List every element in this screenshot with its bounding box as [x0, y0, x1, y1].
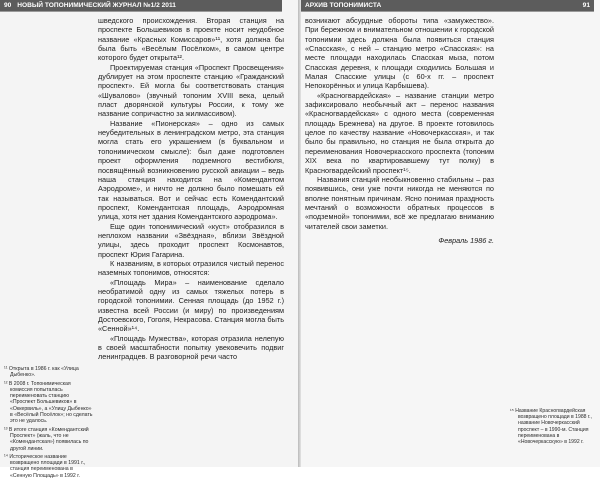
right-page-number: 91: [582, 2, 590, 9]
right-header-rule: [301, 11, 594, 12]
footnote: ¹⁵ Название Красногвардейская возвращено площади в 1988 г., название Новочеркасский проспект – в 1990-м. Станция переименована в «Новочеркасскую» в 1992 г.: [510, 408, 592, 446]
left-page-header-title: НОВЫЙ ТОПОНИМИЧЕСКИЙ ЖУРНАЛ №1/2 2011: [17, 2, 176, 9]
left-paragraph: шведского происхождения. Вторая станция на проспекте Большевиков в проекте носит неудобное название «Красных Комиссаров»¹¹, хотя должна бы была быть «Весёлым Посёлком», в самом центре которого будет открыта¹².: [98, 16, 284, 63]
left-paragraph: «Площадь Мира» – наименование сделало необратимой одну из самых тяжелых потерь в городской топонимии. Сенная площадь (до 1952 г.) известна всей России (и миру) по произведениям Достоевского, Гоголя, Некрасова. Станция могла быть «Сенной»¹⁴.: [98, 277, 284, 334]
footnote: ¹¹ Открыта в 1986 г. как «Улица Дыбенко».: [4, 366, 79, 379]
left-page-number: 90: [4, 2, 12, 9]
footnote: ¹³ В итоге станция «Комендантский Проспект» (жаль, что не «Комендантская») появилась по другой линии.: [4, 426, 89, 452]
left-footnotes: [4, 366, 94, 481]
footnote: ¹⁴ Историческое название возвращено площади в 1991 г., станция переименована в «Сенную Площадь» в 1992 г.: [4, 453, 86, 479]
right-page-header: [301, 0, 594, 11]
right-paragraph: Названия станций необыкновенно стабильны – раз появившись, они уже почти никогда не меняются по вполне понятным причинам. Ясно понимая праздность мечтаний о возможности обратных процессов в «подземной» топонимии, всё же предлагаю вниманию читателей свои заметки.: [305, 174, 494, 231]
right-footnotes: [510, 408, 596, 445]
right-paragraph: возникают абсурдные обороты типа «замужество». При бережном и внимательном отношении к городской топонимии здесь должна была появиться станция «Спасская», с ней – станцию метро «Спасская»: на месте площади находилась Спасская мыза, потом Спасская деревня, к площади сходились Большая и Малая Спасские улицы (с 60-х гг. – проспект Непокорённых и улица Карбышева).: [305, 16, 494, 91]
right-page: [301, 0, 600, 467]
right-paragraph: «Красногвардейская» – название станции метро зафиксировало необычный акт – перенос названия «Красногвардейская» с одного места (современная площадь Брежнева) на другое. В проекте готовилось целое по качеству название «Новочеркасская», и так было бы правильно, но станция не была открыта до переименования Новочеркасского проспекта (топоним XIX века по квартировавшему тут полку) в Красногвардейский проспект¹⁵.: [305, 90, 494, 175]
left-paragraph: «Площадь Мужества», которая отразила нелепую в своей масштабности попытку увековечить подвиг ленинградцев. В разговорной речи часто: [98, 333, 284, 362]
left-paragraph: Еще один топонимический «куст» отобразился в неплохом названии «Звёздная», вблизи Звёздной улицы, здесь проходит проспект Космонавтов, проспект Юрия Гагарина.: [98, 221, 284, 259]
left-paragraph: Проектируемая станция «Проспект Просвещения» дублирует на этом проспекте станцию «Гражданский проспект». Ей могла бы соответствовать станция «Шувалово» (звучный топоним XVIII века, целый пласт дворянской культуры России, к тому же название сопричастно за жилмассивом).: [98, 62, 284, 119]
right-text-column: [305, 16, 494, 245]
left-paragraph: Название «Пионерская» – одно из самых неубедительных в ленинградском метро, эта станция могла стать его украшением (в буквальном и топонимическом смысле): был даже подготовлен проект оформления подземного вестибюля, посвящённый возникновению русской авиации – ведь наша станция находится на «Комендантом Аэродроме», и ничто не должно было помешать ей так называться. Вот и сейчас есть Комендантский проспект, Комендантская площадь, Аэродромная улица, хотя нет здания Комендантского аэродрома».: [98, 118, 284, 222]
footnote: ¹² В 2008 г. Топонимическая комиссия попыталась переименовать станцию «Проспект Большевиков» в «Оккервиль», а «Улицу Дыбенко» в «Весёлый Посёлок»; но сделать это не удалось.: [4, 380, 93, 425]
left-text-column: [98, 16, 284, 362]
right-page-header-title: АРХИВ ТОПОНИМИСТА: [305, 2, 382, 9]
left-header-rule: [0, 11, 282, 12]
article-date-signature: Февраль 1986 г.: [438, 235, 494, 245]
left-paragraph: К названиям, в которых отразился чистый перенос наземных топонимов, относятся:: [98, 258, 284, 278]
left-page-header: [0, 0, 282, 11]
left-page: [0, 0, 298, 479]
